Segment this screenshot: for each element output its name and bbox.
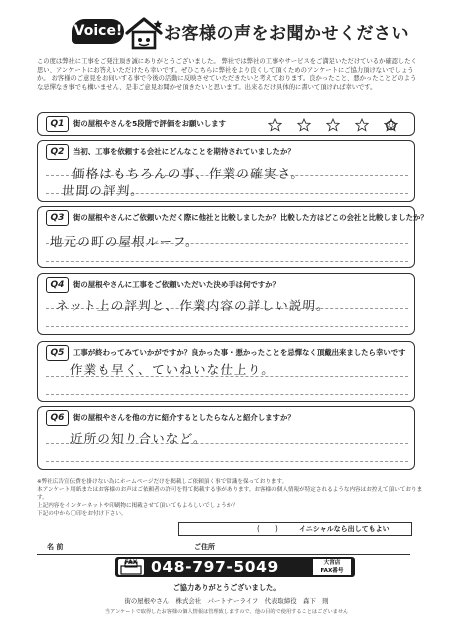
note-line: 下記の中から〇印をお付け下さい。	[37, 511, 127, 517]
initial-option-label: イニシャルなら出してもよい	[299, 525, 390, 533]
note-line: 上記内容をインターネットや印刷物に掲載させて頂いてもよろしいでしょうか？	[37, 503, 238, 509]
answer-line: 地元の町の屋根ルーフ。	[49, 234, 200, 249]
initial-checkbox[interactable]: ( )	[257, 524, 278, 533]
question-text: 街の屋根やさんにご依頼いただく際に他社と比較しましたか？比較した方はどこの会社と比較しましたか？	[73, 213, 428, 222]
star-icon[interactable]	[268, 118, 282, 132]
question-text: 工事が終わってみていかがですか？良かった事・悪かったことを忌憚なく頂戴出来ましたら幸いです	[73, 348, 406, 357]
question-text: 街の屋根やさんを5段階で評価をお願いします	[73, 119, 226, 128]
answer-line: 作業も早く、ていねいな仕上り。	[69, 362, 276, 377]
fax-icon-label: FAX	[124, 559, 138, 566]
name-address-row	[37, 536, 410, 555]
star-icon[interactable]	[297, 118, 311, 132]
fax-band	[115, 557, 355, 577]
question-text: 当初、工事を依頼する会社にどんなことを期待されていましたか？	[73, 147, 295, 156]
note-line: 本アンケート用紙またはお客様のお声はご依頼者の許可を得て掲載する事があります。お客様の個人情報が特定されるような内容はお控えて頂いております。	[37, 487, 423, 501]
rating-stars[interactable]	[268, 118, 398, 133]
thanks-text: ご協力ありがとうございました。	[172, 583, 281, 592]
question-block-q1	[37, 112, 415, 136]
question-block-q2	[37, 140, 415, 202]
fax-tag-line: FAX番号	[320, 568, 344, 574]
star-icon[interactable]	[355, 118, 369, 132]
question-number: Q3	[46, 210, 69, 226]
question-number: Q2	[46, 144, 69, 160]
fax-number: 048-797-5049	[151, 558, 279, 576]
address-label: ご住所	[194, 543, 215, 551]
company-line: 街の屋根やさん 株式会社 パートナーライフ 代表取締役 森下 則	[124, 597, 329, 605]
voice-badge: Voice!	[72, 19, 124, 44]
answer-line: 世間の評判。	[61, 183, 145, 198]
question-text: 街の屋根やさんを他の方に紹介するとしたらなんと紹介しますか？	[73, 413, 295, 422]
question-block-q3	[37, 206, 428, 268]
question-block-q4	[37, 273, 415, 335]
question-text: 街の屋根やさんに工事をご依頼いただいた決め手は何ですか？	[73, 280, 280, 289]
fax-tag	[313, 559, 351, 575]
fax-icon	[118, 559, 144, 575]
privacy-note: 当アンケートで取得したお客様の個人情報は管理致しますので、他の目的で使用することはございません	[104, 609, 349, 615]
page-title: お客様の声をお聞かせください	[164, 24, 409, 44]
smiley-star-icon[interactable]	[384, 118, 398, 132]
question-block-q6	[37, 406, 415, 470]
question-number: Q1	[46, 116, 69, 132]
intro-text: この度は弊社に工事をご発注頂き誠にありがとうございました。 弊社では弊社の工事やサービスをご満足いただけているか確認したく思い、アンケートにお答えいただけたら幸いです。ぜひこちらに弊社をより良くして頂くためのアンケートにご協力頂けないでしょうか。 お客様のご意見をお伺いする事で今後の活動に反映させていただきたいと考えております。良かったこと、悪かったことどのような忌憚なき事でも構いません、是非ご意見お聞かせ頂きたいと思います。出来るだけ具体的に書いて頂ければ幸いです。	[37, 58, 417, 91]
question-number: Q4	[46, 277, 69, 293]
question-number: Q6	[46, 410, 69, 426]
star-icon[interactable]	[326, 118, 340, 132]
answer-line: 価格はもちろんの事、作業の確実さ。	[71, 166, 305, 181]
fax-tag-line: 大宮店	[323, 560, 341, 566]
answer-line: ネット上の評判と、作業内容の詳しい説明。	[55, 298, 331, 313]
name-label: 名 前	[47, 543, 64, 551]
house-icon	[124, 16, 164, 50]
note-line: ※弊社広告宣伝費を掛けない為にホームページだけを掲載しご依頼頂く事で常識を保っております。	[37, 479, 288, 485]
question-block-q5	[37, 341, 415, 402]
initial-option-box[interactable]	[178, 522, 412, 536]
notes	[37, 478, 425, 518]
answer-line: 近所の知り合いなど。	[69, 431, 208, 446]
question-number: Q5	[46, 345, 69, 361]
